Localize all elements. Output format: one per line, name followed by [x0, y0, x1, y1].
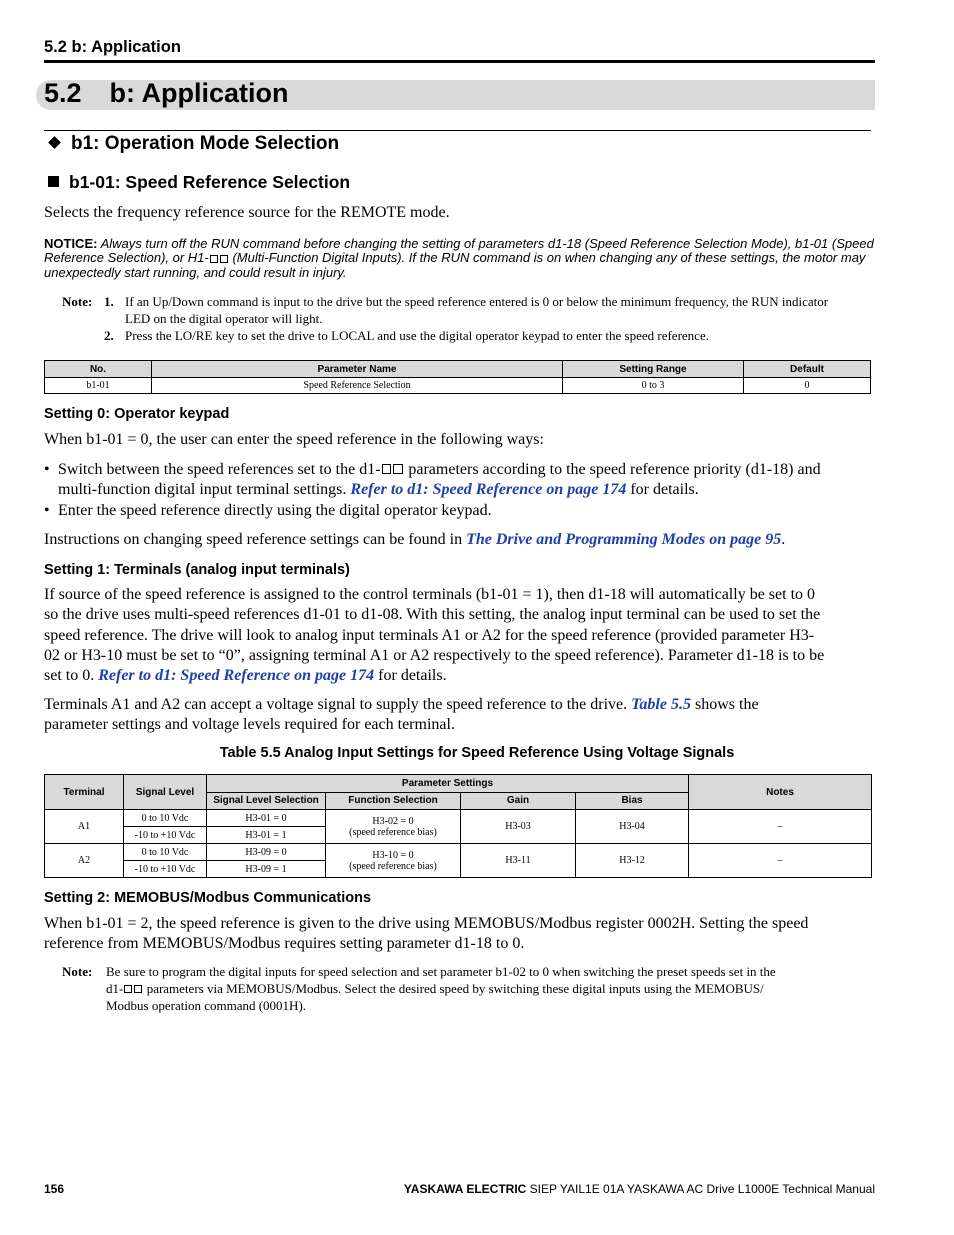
parameter-title: b1-01: Speed Reference Selection	[69, 172, 351, 192]
paragraph-line: so the drive uses multi-speed references d1-01 to d1-08. With this setting, the analog input terminal can be used to set the	[44, 606, 821, 624]
paragraph-line: When b1-01 = 2, the speed reference is given to the drive using MEMOBUS/Modbus register 0002H. Setting the speed	[44, 915, 809, 932]
section-title	[44, 76, 289, 110]
table-cell: -10 to +10 Vdc	[124, 827, 207, 844]
table-cell: H3-10 = 0 (speed reference bias)	[326, 844, 461, 878]
cross-reference-link[interactable]: The Drive and Programming Modes on page 95	[466, 531, 782, 548]
parameter-table	[44, 360, 871, 394]
parameter-heading	[48, 171, 350, 193]
table-cell: 0	[744, 378, 871, 394]
notice-block	[44, 237, 876, 280]
box-placeholder-icon	[124, 985, 132, 993]
paragraph-line: parameter settings and voltage levels required for each terminal.	[44, 716, 455, 734]
note-line: Modbus operation command (0001H).	[106, 998, 307, 1013]
paragraph-line: If source of the speed reference is assigned to the control terminals (b1-01 = 1), then d1-18 will automatically be set to 0	[44, 586, 816, 603]
table-header-row	[45, 361, 871, 378]
table-cell: b1-01	[45, 378, 152, 394]
table-cell: 0 to 3	[563, 378, 744, 394]
table-caption: Table 5.5 Analog Input Settings for Speed Reference Using Voltage Signals	[219, 745, 735, 761]
table-cell: –	[689, 844, 872, 878]
table-header: Gain	[461, 792, 576, 810]
box-placeholder-icon	[210, 255, 218, 263]
setting-1-paragraph	[44, 585, 884, 686]
cross-reference-link[interactable]: Refer to d1: Speed Reference on page 174	[350, 481, 627, 498]
bullet-dot: •	[44, 461, 50, 478]
paragraph-line: 02 or H3-10 must be set to “0”, assigning terminal A1 or A2 respectively to the speed reference). Parameter d1-18 is to be	[44, 646, 825, 664]
table-cell: H3-11	[461, 844, 576, 878]
table-cell: 0 to 10 Vdc	[124, 844, 207, 861]
paragraph-line: speed reference. The drive will look to analog input terminals A1 or A2 for the speed reference (provided parameter H3-	[44, 626, 815, 644]
table-header: Notes	[689, 775, 872, 810]
table-header-row	[45, 775, 872, 793]
note-line: d1- parameters via MEMOBUS/Modbus. Select the desired speed by switching these digital inputs using the MEMOBUS/	[106, 981, 764, 996]
section-number: 5.2	[44, 78, 82, 108]
square-bullet-icon	[48, 176, 59, 187]
setting-0-intro: When b1-01 = 0, the user can enter the speed reference in the following ways:	[44, 431, 544, 448]
table-cell: A1	[45, 810, 124, 844]
table-cell: H3-01 = 1	[207, 827, 326, 844]
table-cell: -10 to +10 Vdc	[124, 861, 207, 878]
paragraph-line: Terminals A1 and A2 can accept a voltage signal to supply the speed reference to the drive. Table 5.5 shows the	[44, 696, 759, 713]
table-cell: Speed Reference Selection	[152, 378, 563, 394]
running-head: 5.2 b: Application	[44, 38, 181, 56]
table-cell: H3-12	[576, 844, 689, 878]
parameter-description: Selects the frequency reference source for the REMOTE mode.	[44, 204, 450, 221]
page-number: 156	[44, 1182, 65, 1196]
table-cell: 0 to 10 Vdc	[124, 810, 207, 827]
diamond-bullet-icon	[48, 136, 61, 149]
table-header: Parameter Settings	[207, 775, 689, 793]
box-placeholder-icon	[220, 255, 228, 263]
note-number: 2.	[104, 328, 114, 343]
cross-reference-link[interactable]: Refer to d1: Speed Reference on page 174	[98, 667, 375, 685]
table-header: Bias	[576, 792, 689, 810]
footer-document-title	[404, 1182, 875, 1196]
box-placeholder-icon	[134, 985, 142, 993]
footer-brand: YASKAWA ELECTRIC	[403, 1182, 527, 1196]
box-placeholder-icon	[393, 464, 403, 474]
table-header: No.	[45, 361, 152, 378]
table-row	[45, 378, 871, 394]
setting-2-note	[106, 963, 846, 1014]
table-cell: H3-03	[461, 810, 576, 844]
notice-text-b: (Multi-Function Digital Inputs). If the RUN command is on when changing any of these settings, the motor may unexpectedly start running, and could result in injury.	[44, 250, 866, 280]
analog-input-table	[44, 774, 872, 878]
table-header: Signal Level	[124, 775, 207, 810]
setting-0-heading: Setting 0: Operator keypad	[44, 406, 230, 422]
paragraph-line: reference from MEMOBUS/Modbus requires setting parameter d1-18 to 0.	[44, 935, 525, 953]
table-header: Default	[744, 361, 871, 378]
subsection-heading	[48, 132, 339, 156]
note-label: Note:	[62, 964, 93, 979]
box-placeholder-icon	[382, 464, 392, 474]
bullet-item-1-line-2: multi-function digital input terminal settings. Refer to d1: Speed Reference on page 174 for details.	[58, 481, 699, 498]
table-cell: –	[689, 810, 872, 844]
table-cell: H3-04	[576, 810, 689, 844]
section-name: b: Application	[109, 78, 289, 108]
notice-label: NOTICE:	[44, 236, 98, 251]
note-label: Note:	[62, 294, 93, 309]
paragraph-line: set to 0. Refer to d1: Speed Reference on page 174 for details.	[44, 667, 447, 685]
setting-1-heading: Setting 1: Terminals (analog input terminals)	[44, 562, 350, 578]
table-row	[45, 844, 872, 861]
notice-text-a: Always turn off the RUN command before changing the setting of parameters d1-18 (Speed Reference Selection Mode), b1-01 (Speed Reference Selection), or H1-	[44, 236, 874, 266]
footer-doc: SIEP YAIL1E 01A YASKAWA AC Drive L1000E Technical Manual	[526, 1182, 875, 1196]
note-text: If an Up/Down command is input to the drive but the speed reference entered is 0 or below the minimum frequency, the RUN indicator LED on the digital operator will light.	[125, 294, 829, 326]
note-number: 1.	[104, 294, 114, 309]
setting-1-paragraph-2	[44, 695, 884, 736]
table-header: Terminal	[45, 775, 124, 810]
setting-2-heading: Setting 2: MEMOBUS/Modbus Communications	[44, 890, 372, 906]
table-cell: H3-09 = 0	[207, 844, 326, 861]
header-rule	[44, 60, 875, 63]
table-header: Signal Level Selection	[207, 792, 326, 810]
table-cell: A2	[45, 844, 124, 878]
bullet-dot: •	[44, 502, 50, 519]
table-cell: H3-01 = 0	[207, 810, 326, 827]
note-line: Be sure to program the digital inputs for speed selection and set parameter b1-02 to 0 when switching the preset speeds set in the	[106, 964, 776, 979]
table-header: Parameter Name	[152, 361, 563, 378]
setting-2-paragraph	[44, 914, 884, 955]
table-cell: H3-09 = 1	[207, 861, 326, 878]
subsection-title: b1: Operation Mode Selection	[71, 133, 340, 154]
bullet-item-1-line-1: Switch between the speed references set to the d1- parameters according to the speed reference priority (d1-18) and	[58, 461, 821, 478]
subsection-rule	[44, 130, 871, 131]
instructions-line: Instructions on changing speed reference settings can be found in The Drive and Programming Modes on page 95.	[44, 531, 786, 548]
table-header: Setting Range	[563, 361, 744, 378]
table-cell: H3-02 = 0 (speed reference bias)	[326, 810, 461, 844]
table-header: Function Selection	[326, 792, 461, 810]
table-reference-link[interactable]: Table 5.5	[631, 696, 691, 713]
note-text: Press the LO/RE key to set the drive to LOCAL and use the digital operator keypad to enter the speed reference.	[125, 328, 709, 343]
bullet-item-2: Enter the speed reference directly using the digital operator keypad.	[58, 502, 492, 519]
table-row	[45, 810, 872, 827]
